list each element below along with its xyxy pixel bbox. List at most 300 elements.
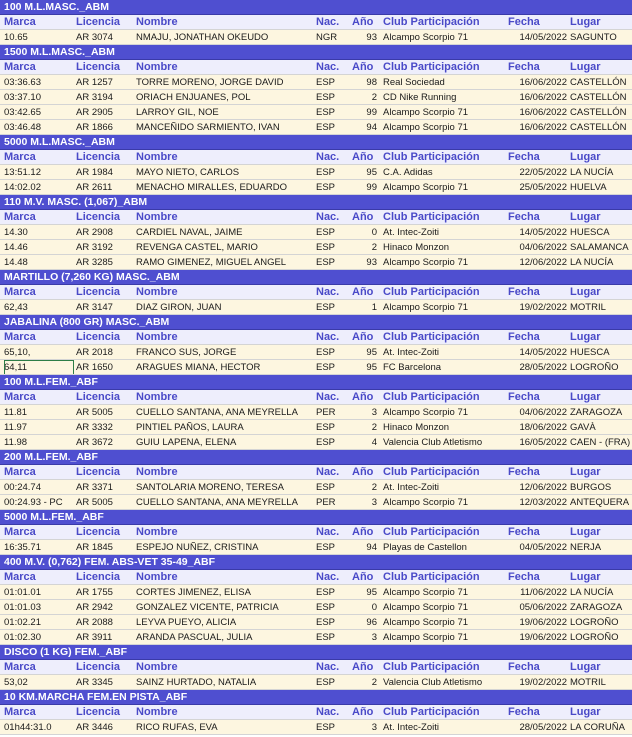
column-header-row[interactable]: [0, 15, 632, 30]
licencia-cell[interactable]: AR 3285: [76, 257, 113, 268]
column-header-ano[interactable]: Año: [352, 661, 374, 673]
column-header-nac[interactable]: Nac.: [316, 331, 340, 343]
nombre-cell[interactable]: DIAZ GIRON, JUAN: [136, 302, 222, 313]
nac-cell[interactable]: ESP: [316, 107, 336, 118]
table-row[interactable]: [0, 180, 632, 195]
section-title[interactable]: 5000 M.L.MASC._ABM: [0, 135, 632, 150]
club-cell[interactable]: At. Intec-Zoiti: [383, 347, 439, 358]
column-header-fecha[interactable]: Fecha: [508, 571, 540, 583]
ano-cell[interactable]: 95: [366, 167, 377, 178]
fecha-cell[interactable]: 22/05/2022: [519, 167, 567, 178]
table-row[interactable]: [0, 90, 632, 105]
nombre-cell[interactable]: ESPEJO NUÑEZ, CRISTINA: [136, 542, 259, 553]
fecha-cell[interactable]: 19/06/2022: [519, 617, 567, 628]
ano-cell[interactable]: 2: [371, 677, 377, 688]
nac-cell[interactable]: ESP: [316, 167, 336, 178]
nombre-cell[interactable]: CORTES JIMENEZ, ELISA: [136, 587, 251, 598]
column-header-nombre[interactable]: Nombre: [136, 331, 178, 343]
column-header-fecha[interactable]: Fecha: [508, 661, 540, 673]
column-header-row[interactable]: [0, 465, 632, 480]
column-header-nombre[interactable]: Nombre: [136, 526, 178, 538]
lugar-cell[interactable]: SALAMANCA: [570, 242, 629, 253]
licencia-cell[interactable]: AR 3345: [76, 677, 113, 688]
column-header-club[interactable]: Club Participación: [383, 331, 480, 343]
nac-cell[interactable]: ESP: [316, 182, 336, 193]
lugar-cell[interactable]: CASTELLÓN: [570, 92, 627, 103]
fecha-cell[interactable]: 19/02/2022: [519, 677, 567, 688]
column-header-fecha[interactable]: Fecha: [508, 286, 540, 298]
column-header-nombre[interactable]: Nombre: [136, 16, 178, 28]
column-header-licencia[interactable]: Licencia: [76, 466, 121, 478]
lugar-cell[interactable]: SAGUNTO: [570, 32, 617, 43]
licencia-cell[interactable]: AR 3192: [76, 242, 113, 253]
column-header-nac[interactable]: Nac.: [316, 286, 340, 298]
licencia-cell[interactable]: AR 3194: [76, 92, 113, 103]
marca-cell[interactable]: 14:02.02: [4, 182, 41, 193]
marca-cell[interactable]: 01:02.30: [4, 632, 41, 643]
nombre-cell[interactable]: RAMO GIMENEZ, MIGUEL ANGEL: [136, 257, 287, 268]
fecha-cell[interactable]: 14/05/2022: [519, 347, 567, 358]
nac-cell[interactable]: ESP: [316, 437, 336, 448]
lugar-cell[interactable]: CASTELLÓN: [570, 77, 627, 88]
club-cell[interactable]: Valencia Club Atletismo: [383, 677, 483, 688]
column-header-lugar[interactable]: Lugar: [570, 151, 601, 163]
nombre-cell[interactable]: MAYO NIETO, CARLOS: [136, 167, 240, 178]
column-header-row[interactable]: [0, 390, 632, 405]
club-cell[interactable]: Alcampo Scorpio 71: [383, 617, 469, 628]
licencia-cell[interactable]: AR 3911: [76, 632, 113, 643]
marca-cell[interactable]: 01:02.21: [4, 617, 41, 628]
nac-cell[interactable]: ESP: [316, 242, 336, 253]
section-title[interactable]: 10 KM.MARCHA FEM.EN PISTA_ABF: [0, 690, 632, 705]
ano-cell[interactable]: 2: [371, 482, 377, 493]
club-cell[interactable]: Alcampo Scorpio 71: [383, 602, 469, 613]
licencia-cell[interactable]: AR 2905: [76, 107, 113, 118]
ano-cell[interactable]: 2: [371, 422, 377, 433]
column-header-ano[interactable]: Año: [352, 61, 374, 73]
nac-cell[interactable]: ESP: [316, 722, 336, 733]
licencia-cell[interactable]: AR 2942: [76, 602, 113, 613]
ano-cell[interactable]: 95: [366, 587, 377, 598]
nac-cell[interactable]: ESP: [316, 227, 336, 238]
column-header-marca[interactable]: Marca: [4, 661, 36, 673]
marca-cell[interactable]: 03:36.63: [4, 77, 41, 88]
column-header-licencia[interactable]: Licencia: [76, 61, 121, 73]
column-header-nombre[interactable]: Nombre: [136, 211, 178, 223]
column-header-club[interactable]: Club Participación: [383, 391, 480, 403]
nac-cell[interactable]: ESP: [316, 617, 336, 628]
licencia-cell[interactable]: AR 2908: [76, 227, 113, 238]
column-header-ano[interactable]: Año: [352, 151, 374, 163]
ano-cell[interactable]: 95: [366, 362, 377, 373]
column-header-club[interactable]: Club Participación: [383, 286, 480, 298]
column-header-ano[interactable]: Año: [352, 466, 374, 478]
licencia-cell[interactable]: AR 3371: [76, 482, 113, 493]
club-cell[interactable]: At. Intec-Zoiti: [383, 722, 439, 733]
column-header-fecha[interactable]: Fecha: [508, 16, 540, 28]
fecha-cell[interactable]: 12/03/2022: [519, 497, 567, 508]
section-title[interactable]: 5000 M.L.FEM._ABF: [0, 510, 632, 525]
column-header-club[interactable]: Club Participación: [383, 706, 480, 718]
nombre-cell[interactable]: RICO RUFAS, EVA: [136, 722, 218, 733]
lugar-cell[interactable]: HUELVA: [570, 182, 607, 193]
nac-cell[interactable]: ESP: [316, 422, 336, 433]
fecha-cell[interactable]: 16/06/2022: [519, 122, 567, 133]
column-header-nac[interactable]: Nac.: [316, 211, 340, 223]
club-cell[interactable]: Valencia Club Atletismo: [383, 437, 483, 448]
table-row[interactable]: [0, 75, 632, 90]
lugar-cell[interactable]: MOTRIL: [570, 302, 606, 313]
column-header-lugar[interactable]: Lugar: [570, 706, 601, 718]
column-header-ano[interactable]: Año: [352, 286, 374, 298]
column-header-lugar[interactable]: Lugar: [570, 391, 601, 403]
ano-cell[interactable]: 0: [371, 602, 377, 613]
column-header-lugar[interactable]: Lugar: [570, 571, 601, 583]
ano-cell[interactable]: 93: [366, 257, 377, 268]
column-header-lugar[interactable]: Lugar: [570, 526, 601, 538]
column-header-nac[interactable]: Nac.: [316, 571, 340, 583]
section-title[interactable]: 100 M.L.MASC._ABM: [0, 0, 632, 15]
table-row[interactable]: [0, 345, 632, 360]
column-header-lugar[interactable]: Lugar: [570, 286, 601, 298]
marca-cell[interactable]: 00:24.74: [4, 482, 41, 493]
table-row[interactable]: [0, 420, 632, 435]
column-header-marca[interactable]: Marca: [4, 706, 36, 718]
column-header-club[interactable]: Club Participación: [383, 61, 480, 73]
nombre-cell[interactable]: ARANDA PASCUAL, JULIA: [136, 632, 253, 643]
column-header-marca[interactable]: Marca: [4, 61, 36, 73]
club-cell[interactable]: CD Nike Running: [383, 92, 457, 103]
column-header-fecha[interactable]: Fecha: [508, 526, 540, 538]
column-header-fecha[interactable]: Fecha: [508, 331, 540, 343]
column-header-nombre[interactable]: Nombre: [136, 391, 178, 403]
nac-cell[interactable]: NGR: [316, 32, 338, 43]
lugar-cell[interactable]: LOGROÑO: [570, 617, 619, 628]
table-row[interactable]: [0, 675, 632, 690]
column-header-nac[interactable]: Nac.: [316, 391, 340, 403]
column-header-row[interactable]: [0, 705, 632, 720]
lugar-cell[interactable]: NERJA: [570, 542, 602, 553]
column-header-marca[interactable]: Marca: [4, 286, 36, 298]
club-cell[interactable]: Alcampo Scorpio 71: [383, 407, 469, 418]
column-header-nac[interactable]: Nac.: [316, 151, 340, 163]
club-cell[interactable]: Alcampo Scorpio 71: [383, 587, 469, 598]
nac-cell[interactable]: ESP: [316, 92, 336, 103]
lugar-cell[interactable]: LOGROÑO: [570, 632, 619, 643]
nombre-cell[interactable]: PINTIEL PAÑOS, LAURA: [136, 422, 244, 433]
fecha-cell[interactable]: 28/05/2022: [519, 722, 567, 733]
licencia-cell[interactable]: AR 3074: [76, 32, 113, 43]
section-title[interactable]: 200 M.L.FEM._ABF: [0, 450, 632, 465]
nombre-cell[interactable]: REVENGA CASTEL, MARIO: [136, 242, 258, 253]
club-cell[interactable]: Alcampo Scorpio 71: [383, 257, 469, 268]
fecha-cell[interactable]: 16/06/2022: [519, 107, 567, 118]
ano-cell[interactable]: 2: [371, 242, 377, 253]
marca-cell[interactable]: 10.65: [4, 32, 28, 43]
column-header-marca[interactable]: Marca: [4, 466, 36, 478]
table-row[interactable]: [0, 540, 632, 555]
column-header-lugar[interactable]: Lugar: [570, 211, 601, 223]
lugar-cell[interactable]: LA NUCÍA: [570, 167, 614, 178]
column-header-nac[interactable]: Nac.: [316, 16, 340, 28]
column-header-fecha[interactable]: Fecha: [508, 706, 540, 718]
club-cell[interactable]: Real Sociedad: [383, 77, 445, 88]
ano-cell[interactable]: 96: [366, 617, 377, 628]
column-header-lugar[interactable]: Lugar: [570, 16, 601, 28]
ano-cell[interactable]: 98: [366, 77, 377, 88]
column-header-licencia[interactable]: Licencia: [76, 151, 121, 163]
club-cell[interactable]: Alcampo Scorpio 71: [383, 497, 469, 508]
club-cell[interactable]: Hinaco Monzon: [383, 422, 450, 433]
marca-cell[interactable]: 14.46: [4, 242, 28, 253]
nombre-cell[interactable]: CUELLO SANTANA, ANA MEYRELLA: [136, 407, 298, 418]
column-header-row[interactable]: [0, 60, 632, 75]
marca-cell[interactable]: 11.81: [4, 407, 28, 418]
nac-cell[interactable]: ESP: [316, 482, 336, 493]
column-header-licencia[interactable]: Licencia: [76, 16, 121, 28]
fecha-cell[interactable]: 25/05/2022: [519, 182, 567, 193]
column-header-ano[interactable]: Año: [352, 211, 374, 223]
nombre-cell[interactable]: LARROY GIL, NOE: [136, 107, 219, 118]
column-header-ano[interactable]: Año: [352, 391, 374, 403]
nombre-cell[interactable]: NMAJU, JONATHAN OKEUDO: [136, 32, 269, 43]
nac-cell[interactable]: ESP: [316, 542, 336, 553]
column-header-marca[interactable]: Marca: [4, 391, 36, 403]
column-header-nac[interactable]: Nac.: [316, 706, 340, 718]
ano-cell[interactable]: 3: [371, 632, 377, 643]
column-header-row[interactable]: [0, 525, 632, 540]
club-cell[interactable]: C.A. Adidas: [383, 167, 433, 178]
column-header-club[interactable]: Club Participación: [383, 211, 480, 223]
column-header-licencia[interactable]: Licencia: [76, 706, 121, 718]
column-header-ano[interactable]: Año: [352, 706, 374, 718]
fecha-cell[interactable]: 04/06/2022: [519, 242, 567, 253]
licencia-cell[interactable]: AR 1866: [76, 122, 113, 133]
column-header-nombre[interactable]: Nombre: [136, 661, 178, 673]
ano-cell[interactable]: 1: [371, 302, 377, 313]
fecha-cell[interactable]: 04/05/2022: [519, 542, 567, 553]
ano-cell[interactable]: 3: [371, 407, 377, 418]
nombre-cell[interactable]: MANCEÑIDO SARMIENTO, IVAN: [136, 122, 280, 133]
fecha-cell[interactable]: 12/06/2022: [519, 257, 567, 268]
table-row[interactable]: [0, 405, 632, 420]
column-header-row[interactable]: [0, 570, 632, 585]
column-header-marca[interactable]: Marca: [4, 526, 36, 538]
section-title[interactable]: 110 M.V. MASC. (1,067)_ABM: [0, 195, 632, 210]
section-title[interactable]: 1500 M.L.MASC._ABM: [0, 45, 632, 60]
column-header-marca[interactable]: Marca: [4, 331, 36, 343]
nac-cell[interactable]: ESP: [316, 257, 336, 268]
fecha-cell[interactable]: 16/05/2022: [519, 437, 567, 448]
club-cell[interactable]: At. Intec-Zoiti: [383, 227, 439, 238]
table-row[interactable]: [0, 105, 632, 120]
nombre-cell[interactable]: SANTOLARIA MORENO, TERESA: [136, 482, 284, 493]
lugar-cell[interactable]: MOTRIL: [570, 677, 606, 688]
lugar-cell[interactable]: HUESCA: [570, 227, 610, 238]
marca-cell[interactable]: 03:37.10: [4, 92, 41, 103]
column-header-licencia[interactable]: Licencia: [76, 571, 121, 583]
column-header-nombre[interactable]: Nombre: [136, 286, 178, 298]
licencia-cell[interactable]: AR 2018: [76, 347, 113, 358]
column-header-marca[interactable]: Marca: [4, 571, 36, 583]
table-row[interactable]: [0, 720, 632, 735]
lugar-cell[interactable]: CASTELLÓN: [570, 122, 627, 133]
licencia-cell[interactable]: AR 5005: [76, 497, 113, 508]
licencia-cell[interactable]: AR 1755: [76, 587, 113, 598]
column-header-ano[interactable]: Año: [352, 331, 374, 343]
table-row[interactable]: [0, 630, 632, 645]
nac-cell[interactable]: ESP: [316, 362, 336, 373]
column-header-fecha[interactable]: Fecha: [508, 466, 540, 478]
column-header-nombre[interactable]: Nombre: [136, 61, 178, 73]
ano-cell[interactable]: 2: [371, 92, 377, 103]
column-header-fecha[interactable]: Fecha: [508, 211, 540, 223]
marca-cell[interactable]: 00:24.93 - PC: [4, 497, 63, 508]
ano-cell[interactable]: 99: [366, 182, 377, 193]
table-row[interactable]: [0, 435, 632, 450]
column-header-club[interactable]: Club Participación: [383, 16, 480, 28]
column-header-fecha[interactable]: Fecha: [508, 151, 540, 163]
nac-cell[interactable]: ESP: [316, 587, 336, 598]
nombre-cell[interactable]: ORIACH ENJUANES, POL: [136, 92, 251, 103]
nac-cell[interactable]: ESP: [316, 602, 336, 613]
club-cell[interactable]: FC Barcelona: [383, 362, 442, 373]
marca-cell[interactable]: 01:01.01: [4, 587, 41, 598]
nac-cell[interactable]: PER: [316, 497, 336, 508]
column-header-ano[interactable]: Año: [352, 16, 374, 28]
marca-cell[interactable]: 03:42.65: [4, 107, 41, 118]
fecha-cell[interactable]: 12/06/2022: [519, 482, 567, 493]
table-row[interactable]: [0, 360, 632, 375]
column-header-row[interactable]: [0, 210, 632, 225]
ano-cell[interactable]: 94: [366, 542, 377, 553]
ano-cell[interactable]: 99: [366, 107, 377, 118]
table-row[interactable]: [0, 480, 632, 495]
nac-cell[interactable]: PER: [316, 407, 336, 418]
lugar-cell[interactable]: ANTEQUERA: [570, 497, 630, 508]
nombre-cell[interactable]: GUIU LAPENA, ELENA: [136, 437, 237, 448]
table-row[interactable]: [0, 615, 632, 630]
ano-cell[interactable]: 93: [366, 32, 377, 43]
table-row[interactable]: [0, 120, 632, 135]
column-header-licencia[interactable]: Licencia: [76, 526, 121, 538]
licencia-cell[interactable]: AR 2611: [76, 182, 113, 193]
marca-cell[interactable]: 14.30: [4, 227, 28, 238]
marca-cell[interactable]: 03:46.48: [4, 122, 41, 133]
column-header-licencia[interactable]: Licencia: [76, 211, 121, 223]
marca-cell[interactable]: 16:35.71: [4, 542, 41, 553]
lugar-cell[interactable]: LOGROÑO: [570, 362, 619, 373]
licencia-cell[interactable]: AR 1650: [76, 362, 113, 373]
licencia-cell[interactable]: AR 1845: [76, 542, 113, 553]
club-cell[interactable]: Alcampo Scorpio 71: [383, 107, 469, 118]
column-header-fecha[interactable]: Fecha: [508, 391, 540, 403]
lugar-cell[interactable]: LA CORUÑA: [570, 722, 625, 733]
column-header-ano[interactable]: Año: [352, 526, 374, 538]
marca-cell[interactable]: 53,02: [4, 677, 28, 688]
column-header-lugar[interactable]: Lugar: [570, 466, 601, 478]
club-cell[interactable]: Alcampo Scorpio 71: [383, 302, 469, 313]
column-header-nombre[interactable]: Nombre: [136, 151, 178, 163]
lugar-cell[interactable]: LA NUCÍA: [570, 257, 614, 268]
table-row[interactable]: [0, 30, 632, 45]
nombre-cell[interactable]: MENACHO MIRALLES, EDUARDO: [136, 182, 287, 193]
column-header-club[interactable]: Club Participación: [383, 466, 480, 478]
column-header-licencia[interactable]: Licencia: [76, 331, 121, 343]
marca-cell[interactable]: 65,10,: [4, 347, 31, 358]
column-header-nac[interactable]: Nac.: [316, 61, 340, 73]
section-title[interactable]: 400 M.V. (0,762) FEM. ABS-VET 35-49_ABF: [0, 555, 632, 570]
section-title[interactable]: MARTILLO (7,260 KG) MASC._ABM: [0, 270, 632, 285]
licencia-cell[interactable]: AR 3446: [76, 722, 113, 733]
section-title[interactable]: DISCO (1 KG) FEM._ABF: [0, 645, 632, 660]
fecha-cell[interactable]: 04/06/2022: [519, 407, 567, 418]
lugar-cell[interactable]: ZARAGOZA: [570, 602, 623, 613]
fecha-cell[interactable]: 16/06/2022: [519, 77, 567, 88]
fecha-cell[interactable]: 19/06/2022: [519, 632, 567, 643]
club-cell[interactable]: Hinaco Monzon: [383, 242, 450, 253]
section-title[interactable]: 100 M.L.FEM._ABF: [0, 375, 632, 390]
ano-cell[interactable]: 3: [371, 497, 377, 508]
club-cell[interactable]: Alcampo Scorpio 71: [383, 32, 469, 43]
column-header-lugar[interactable]: Lugar: [570, 661, 601, 673]
fecha-cell[interactable]: 28/05/2022: [519, 362, 567, 373]
lugar-cell[interactable]: HUESCA: [570, 347, 610, 358]
lugar-cell[interactable]: GAVÀ: [570, 422, 596, 433]
fecha-cell[interactable]: 14/05/2022: [519, 227, 567, 238]
fecha-cell[interactable]: 18/06/2022: [519, 422, 567, 433]
column-header-club[interactable]: Club Participación: [383, 526, 480, 538]
nombre-cell[interactable]: CARDIEL NAVAL, JAIME: [136, 227, 243, 238]
fecha-cell[interactable]: 05/06/2022: [519, 602, 567, 613]
fecha-cell[interactable]: 11/06/2022: [520, 587, 567, 598]
club-cell[interactable]: Alcampo Scorpio 71: [383, 182, 469, 193]
fecha-cell[interactable]: 19/02/2022: [519, 302, 567, 313]
marca-cell[interactable]: 11.98: [4, 437, 28, 448]
column-header-row[interactable]: [0, 660, 632, 675]
table-row[interactable]: [0, 300, 632, 315]
column-header-club[interactable]: Club Participación: [383, 151, 480, 163]
lugar-cell[interactable]: BURGOS: [570, 482, 612, 493]
marca-cell[interactable]: 01h44:31.0: [4, 722, 52, 733]
nombre-cell[interactable]: ARAGUES MIANA, HECTOR: [136, 362, 261, 373]
fecha-cell[interactable]: 16/06/2022: [519, 92, 567, 103]
fecha-cell[interactable]: 14/05/2022: [519, 32, 567, 43]
ano-cell[interactable]: 94: [366, 122, 377, 133]
column-header-club[interactable]: Club Participación: [383, 571, 480, 583]
licencia-cell[interactable]: AR 5005: [76, 407, 113, 418]
club-cell[interactable]: Alcampo Scorpio 71: [383, 632, 469, 643]
lugar-cell[interactable]: CAEN - (FRA): [570, 437, 631, 448]
nac-cell[interactable]: ESP: [316, 677, 336, 688]
table-row[interactable]: [0, 255, 632, 270]
club-cell[interactable]: Playas de Castellon: [383, 542, 467, 553]
licencia-cell[interactable]: AR 3147: [76, 302, 113, 313]
ano-cell[interactable]: 4: [371, 437, 377, 448]
licencia-cell[interactable]: AR 1984: [76, 167, 113, 178]
section-title[interactable]: JABALINA (800 GR) MASC._ABM: [0, 315, 632, 330]
nombre-cell[interactable]: CUELLO SANTANA, ANA MEYRELLA: [136, 497, 298, 508]
marca-cell[interactable]: 01:01.03: [4, 602, 41, 613]
lugar-cell[interactable]: ZARAGOZA: [570, 407, 623, 418]
column-header-ano[interactable]: Año: [352, 571, 374, 583]
licencia-cell[interactable]: AR 1257: [76, 77, 113, 88]
column-header-nac[interactable]: Nac.: [316, 661, 340, 673]
column-header-licencia[interactable]: Licencia: [76, 286, 121, 298]
table-row[interactable]: [0, 225, 632, 240]
marca-cell[interactable]: 11.97: [4, 422, 28, 433]
column-header-nombre[interactable]: Nombre: [136, 706, 178, 718]
